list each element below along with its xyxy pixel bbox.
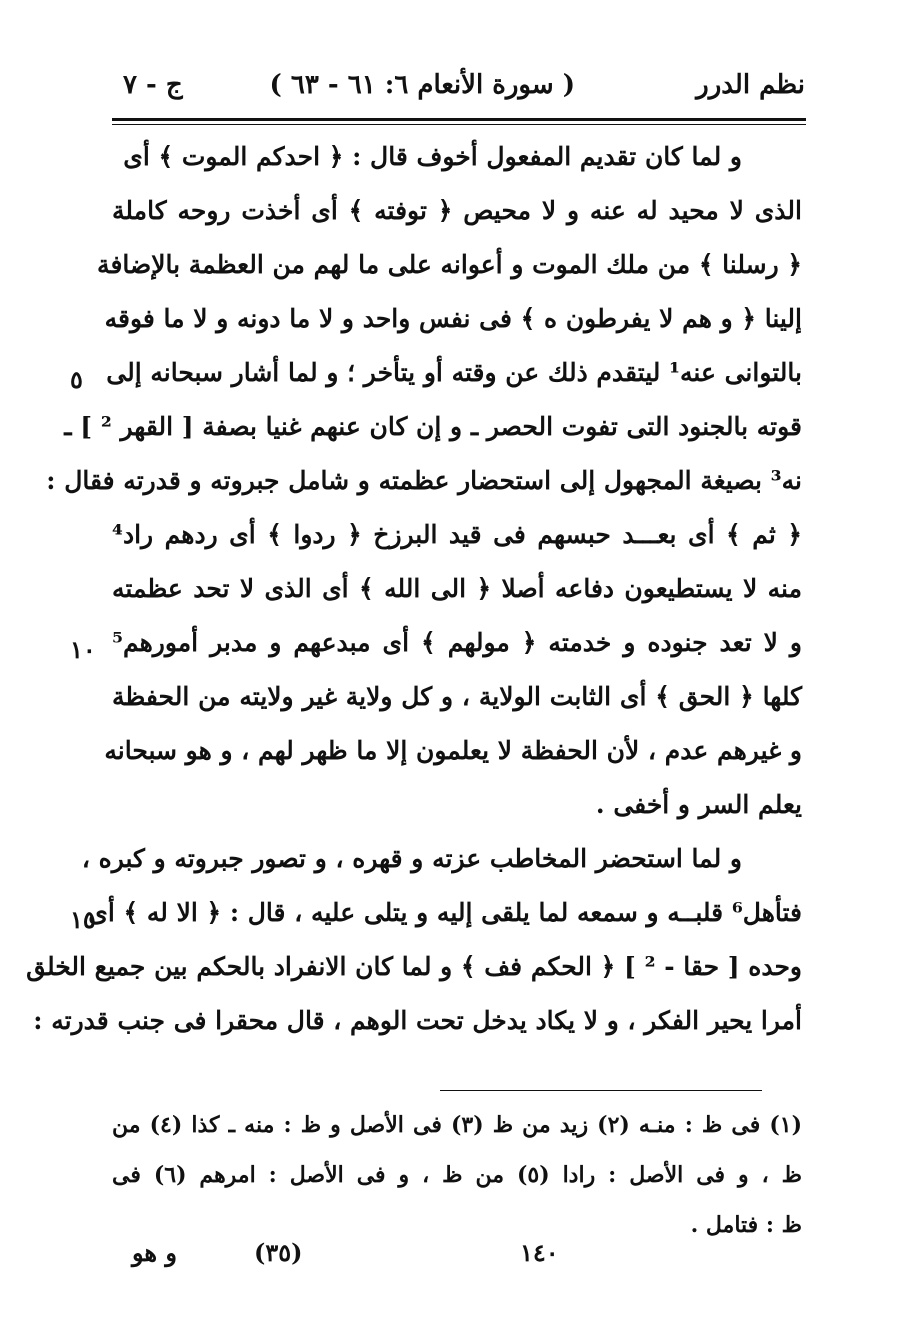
text-line: قوته بالجنود التى تفوت الحصر ـ و إن كان عنهم غنيا بصفة [ القهر ² ] ـ	[64, 412, 802, 441]
surah-reference: ( سورة الأنعام ٦: ٦١ - ٦٣ )	[269, 70, 575, 100]
page-number: ١٤٠	[520, 1238, 559, 1267]
footnote-rule	[440, 1090, 762, 1091]
text-line: و لا تعد جنوده و خدمته ﴿ مولهم ﴾ أى مبدعهم و مدبر أمورهم⁵	[112, 628, 802, 657]
volume-label: ج - ٧	[123, 70, 183, 100]
signature-mark: (٣٥)	[254, 1238, 303, 1267]
header-rule-thin	[112, 124, 806, 125]
line-number: ١٥	[70, 905, 96, 934]
header-rule-thick	[112, 118, 806, 121]
text-line: و لما استحضر المخاطب عزته و قهره ، و تصور جبروته و كبره ،	[81, 844, 742, 873]
footnotes	[112, 1100, 802, 1250]
text-line: و لما كان تقديم المفعول أخوف قال : ﴿ احدكم الموت ﴾ أى	[123, 142, 742, 171]
text-line: ﴿ ثم ﴾ أى بعـــد حبسهم فى قيد البرزخ ﴿ ردوا ﴾ أى ردهم راد⁴	[112, 520, 802, 549]
text-line: بالتوانى عنه¹ ليتقدم ذلك عن وقته أو يتأخر ؛ و لما أشار سبحانه إلى	[106, 358, 802, 387]
page-footer	[112, 1238, 802, 1278]
catchword: و هو	[132, 1238, 177, 1267]
footnote-line: ظ ، و فى الأصل : رادا (٥) من ظ ، و فى الأصل : امرهم (٦) فى	[112, 1162, 803, 1188]
text-line: فتأهل⁶ قلبــه و سمعه لما يلقى إليه و يتلى عليه ، قال : ﴿ الا له ﴾ أى	[88, 898, 802, 927]
footnote-line: ظ : فتامل .	[690, 1212, 802, 1238]
text-line: كلها ﴿ الحق ﴾ أى الثابت الولاية ، و كل ولاية غير ولايته من الحفظة	[112, 682, 802, 711]
book-title: نظم الدرر	[696, 70, 805, 100]
text-line: وحده [ حقا - ² ] ﴿ الحكم فف ﴾ و لما كان الانفراد بالحكم بين جميع الخلق	[26, 952, 802, 981]
text-line: نه³ بصيغة المجهول إلى استحضار عظمته و شامل جبروته و قدرته فقال :	[46, 466, 802, 495]
text-line: يعلم السر و أخفى .	[595, 790, 802, 819]
text-line: منه لا يستطيعون دفاعه أصلا ﴿ الى الله ﴾ أى الذى لا تحد عظمته	[112, 574, 802, 603]
line-number: ١٠	[70, 635, 96, 664]
footnote-line: (١) فى ظ : منـه (٢) زيد من ظ (٣) فى الأصل و ظ : منه ـ كذا (٤) من	[112, 1112, 802, 1138]
text-line: ﴿ رسلنا ﴾ من ملك الموت و أعوانه على ما لهم من العظمة بالإضافة	[97, 250, 802, 279]
text-line: و غيرهم عدم ، لأن الحفظة لا يعلمون إلا ما ظهر لهم ، و هو سبحانه	[104, 736, 802, 765]
text-line: الذى لا محيد له عنه و لا محيص ﴿ توفته ﴾ أى أخذت روحه كاملة	[112, 196, 802, 225]
line-number: ٥	[70, 365, 83, 394]
text-line: أمرا يحير الفكر ، و لا يكاد يدخل تحت الوهم ، قال محقرا فى جنب قدرته :	[33, 1006, 802, 1035]
running-header	[115, 66, 805, 110]
text-line: إلينا ﴿ و هم لا يفرطون ه ﴾ فى نفس واحد و لا ما دونه و لا ما فوقه	[104, 304, 802, 333]
